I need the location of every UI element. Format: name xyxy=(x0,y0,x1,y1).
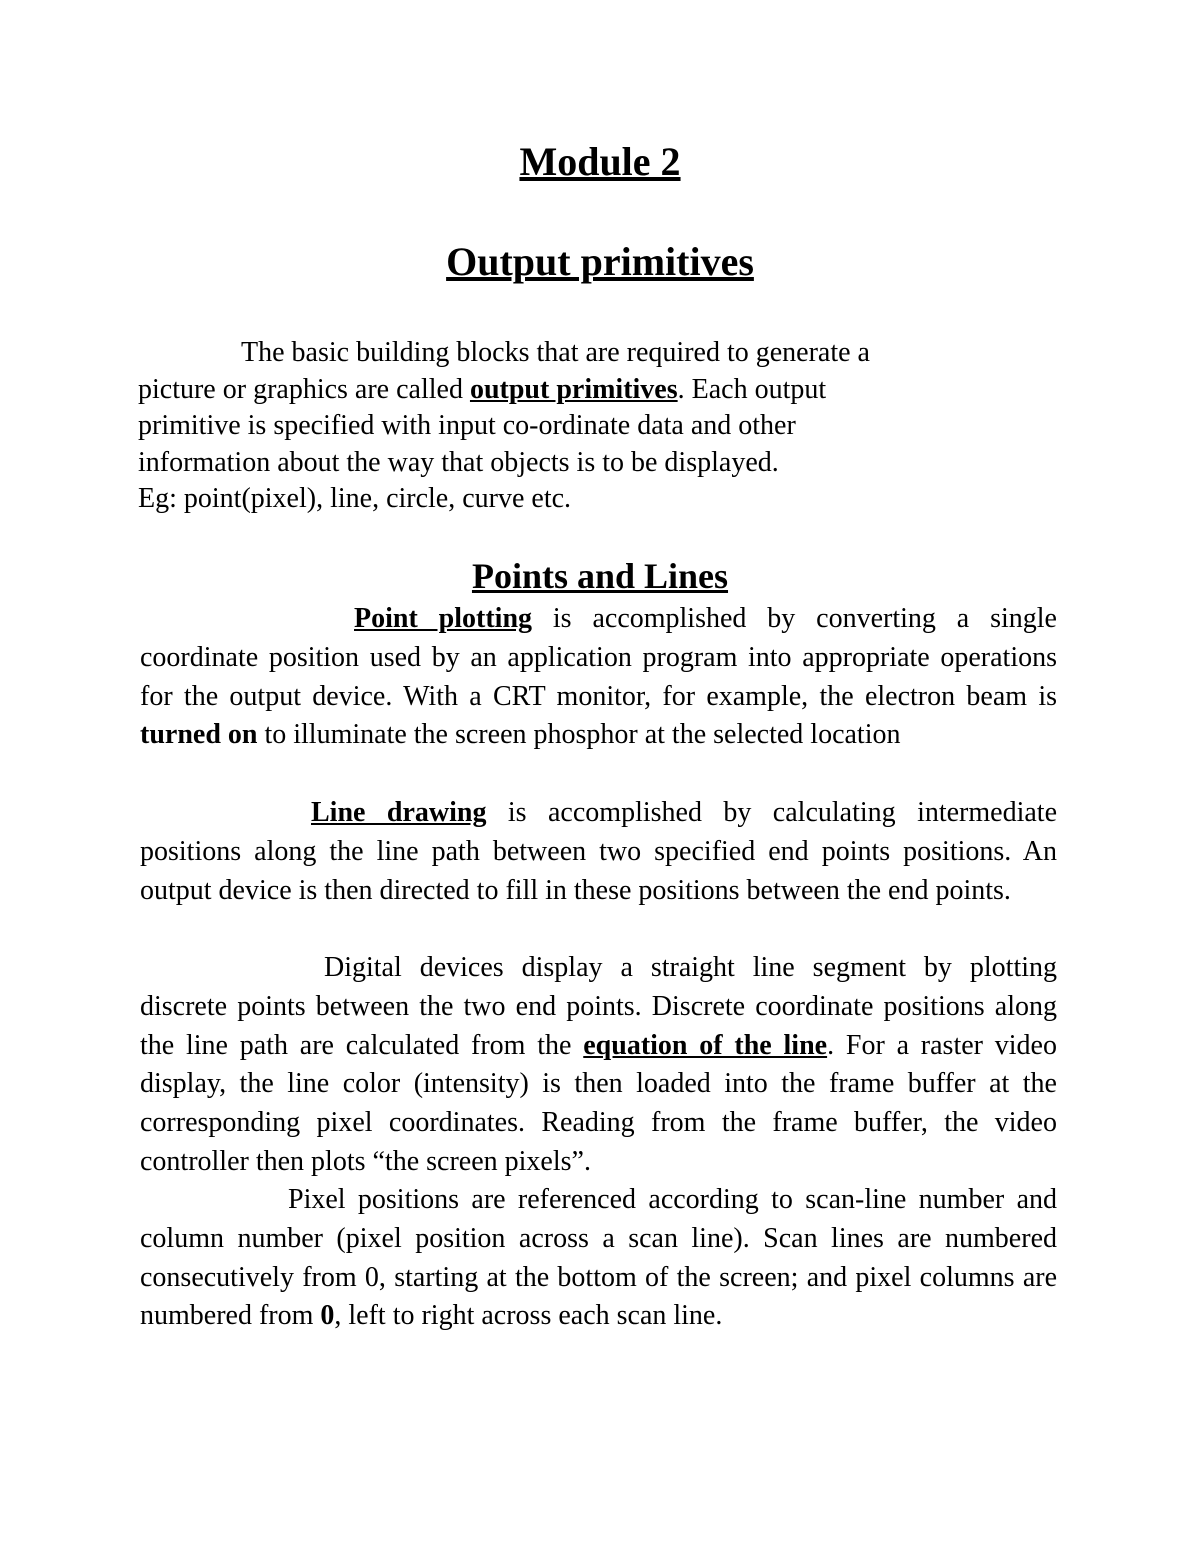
paragraph-pixel-positions xyxy=(140,1181,1057,1336)
intro-example-line: Eg: point(pixel), line, circle, curve etc. xyxy=(138,483,572,514)
paragraph-text: . For a raster video display, the line color (intensity) is then loaded into the frame buffer at the corresponding pixel coordinates. Reading from the frame buffer, the video controller then plots “the screen pixels”. xyxy=(140,1029,1057,1177)
section-title-output-primitives: Output primitives xyxy=(446,239,754,284)
intro-text: picture or graphics are called xyxy=(138,373,470,405)
term-point-plotting: Point plotting xyxy=(354,603,533,634)
section-title-points-and-lines: Points and Lines xyxy=(471,556,729,596)
term-equation-of-the-line: equation of the line xyxy=(583,1029,828,1061)
paragraph-text: is accomplished by calculating intermediate positions along the line path between two specified end points positions. An output device is then directed to fill in these positions between the end points. xyxy=(140,797,1057,906)
intro-line xyxy=(138,372,998,409)
paragraph-digital-devices xyxy=(140,949,1057,1182)
emphasis-turned-on: turned on xyxy=(140,719,258,751)
paragraph-text: is accomplished by converting a single coordinate position used by an application program into appropriate operations for the output device. With a CRT monitor, for example, the electron beam is xyxy=(140,603,1057,712)
emphasis-zero: 0 xyxy=(320,1300,335,1332)
paragraph-point-plotting xyxy=(140,600,1057,755)
intro-line: information about the way that objects is to be displayed. xyxy=(138,446,779,478)
paragraph-line-drawing xyxy=(140,794,1057,910)
paragraph-text: , left to right across each scan line. xyxy=(334,1300,723,1332)
intro-paragraph xyxy=(138,335,998,518)
intro-text: . Each output xyxy=(677,373,827,405)
paragraph-text: Pixel positions are referenced according to scan-line number and column number (pixel position across a scan line). Scan lines are numbered consecutively from 0, starting at the bottom of the screen; and pixel columns are numbered from xyxy=(140,1184,1057,1332)
paragraph-text: to illuminate the screen phosphor at the selected location xyxy=(257,719,901,751)
term-line-drawing: Line drawing xyxy=(311,797,487,828)
paragraph-text: Digital devices display a straight line segment by plotting discrete points between the two end points. Discrete coordinate positions along the line path are calculated from the xyxy=(140,952,1057,1061)
module-title: Module 2 xyxy=(519,139,681,184)
intro-line: The basic building blocks that are required to generate a xyxy=(241,337,870,368)
intro-line: primitive is specified with input co-ordinate data and other xyxy=(138,410,796,441)
term-output-primitives: output primitives xyxy=(469,373,678,405)
